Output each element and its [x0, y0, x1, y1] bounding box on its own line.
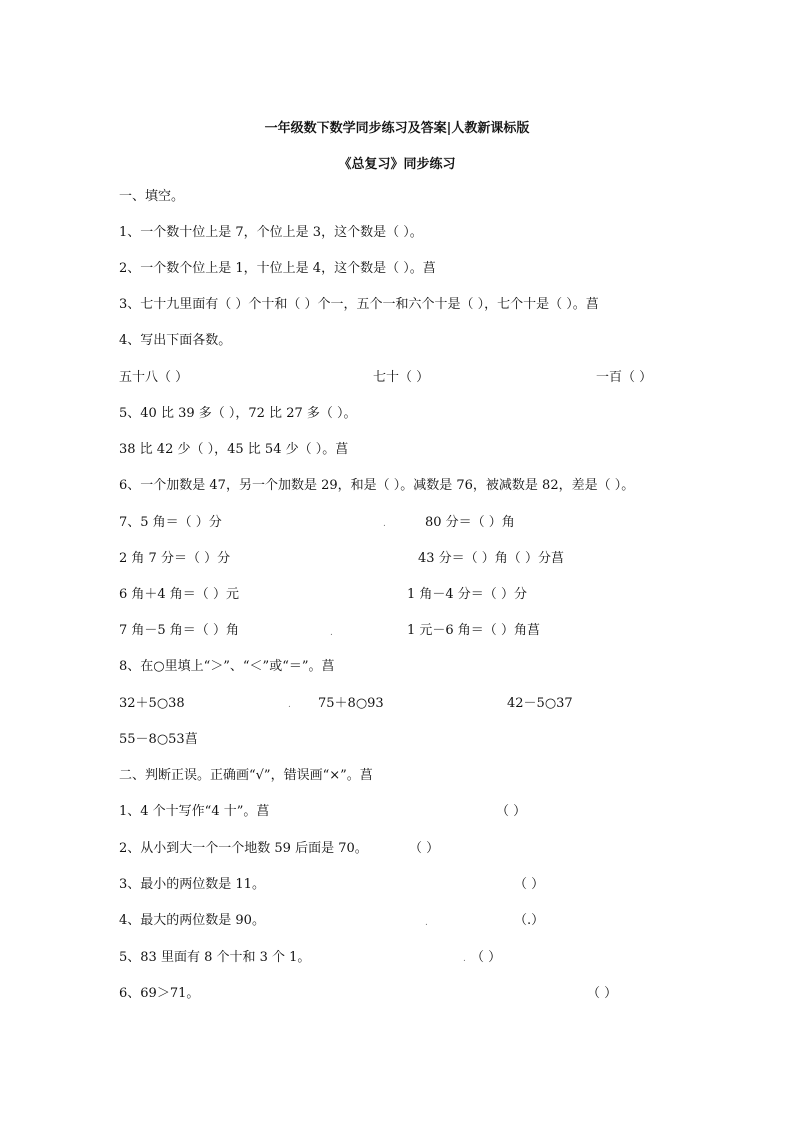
q8-item-1: 32＋5○38: [119, 696, 185, 711]
judge-item-2-text: 2、从小到大一个一个地数 59 后面是 70。: [119, 841, 368, 856]
question-5a: 5、40 比 39 多（ ），72 比 27 多（ ）。: [119, 406, 357, 421]
q8-item-4: 55－8○53菖: [119, 732, 198, 747]
judge-item-5-blank: （ ）: [471, 950, 502, 965]
judge-item-1-blank: （ ）: [496, 804, 527, 819]
q7-row1-left: 7、5 角＝（ ）分: [119, 515, 222, 530]
judge-item-2-blank: （ ）: [409, 841, 440, 856]
q7-row3-left: 6 角＋4 角＝（ ）元: [119, 587, 239, 602]
scan-dot: .: [288, 700, 291, 710]
q7-row4-right: 1 元－6 角＝（ ）角菖: [407, 623, 540, 638]
judge-item-3-blank: （ ）: [514, 877, 545, 892]
question-1: 1、一个数十位上是 7，个位上是 3，这个数是（ ）。: [119, 225, 423, 240]
q4-item-1: 五十八（ ）: [119, 370, 189, 385]
judge-item-4-text: 4、最大的两位数是 90。: [119, 913, 265, 928]
q7-row2-left: 2 角 7 分＝（ ）分: [119, 551, 231, 566]
question-3: 3、七十九里面有（ ）个十和（ ）个一，五个一和六个十是（ ），七个十是（ ）。菖: [119, 297, 599, 312]
document-title: 一年级数下数学同步练习及答案|人教新课标版: [264, 121, 530, 136]
scan-dot: .: [463, 954, 466, 964]
q4-item-3: 一百（ ）: [596, 370, 653, 385]
question-8: 8、在○里填上“＞”、“＜”或“＝”。菖: [119, 659, 335, 674]
q7-row4-left: 7 角－5 角＝（ ）角: [119, 623, 239, 638]
document-subtitle: 《总复习》同步练习: [338, 157, 456, 172]
judge-item-6-blank: （ ）: [587, 986, 618, 1001]
scan-dot: .: [425, 918, 428, 928]
section2-heading: 二、判断正误。正确画“√”，错误画“×”。菖: [119, 768, 373, 783]
q8-item-3: 42－5○37: [507, 696, 573, 711]
q7-row2-right: 43 分＝（ ）角（ ）分菖: [418, 551, 564, 566]
question-2: 2、一个数个位上是 1，十位上是 4，这个数是（ ）。菖: [119, 261, 436, 276]
scan-dot: .: [330, 628, 333, 638]
question-4: 4、写出下面各数。: [119, 333, 232, 348]
judge-item-3-text: 3、最小的两位数是 11。: [119, 877, 265, 892]
scan-dot: .: [383, 519, 386, 529]
judge-item-1-text: 1、4 个十写作“4 十”。菖: [119, 804, 270, 819]
section1-heading: 一、填空。: [119, 189, 185, 204]
question-6: 6、一个加数是 47，另一个加数是 29，和是（ ）。减数是 76，被减数是 82，差是（ ）。: [119, 478, 635, 493]
q7-row1-right: 80 分＝（ ）角: [425, 515, 515, 530]
q4-item-2: 七十（ ）: [373, 370, 430, 385]
q8-item-2: 75＋8○93: [318, 696, 384, 711]
judge-item-5-text: 5、83 里面有 8 个十和 3 个 1。: [119, 950, 311, 965]
question-5b: 38 比 42 少（ ），45 比 54 少（ ）。菖: [119, 442, 349, 457]
judge-item-4-blank: （.）: [514, 913, 545, 928]
q7-row3-right: 1 角－4 分＝（ ）分: [407, 587, 527, 602]
judge-item-6-text: 6、69＞71。: [119, 986, 200, 1001]
